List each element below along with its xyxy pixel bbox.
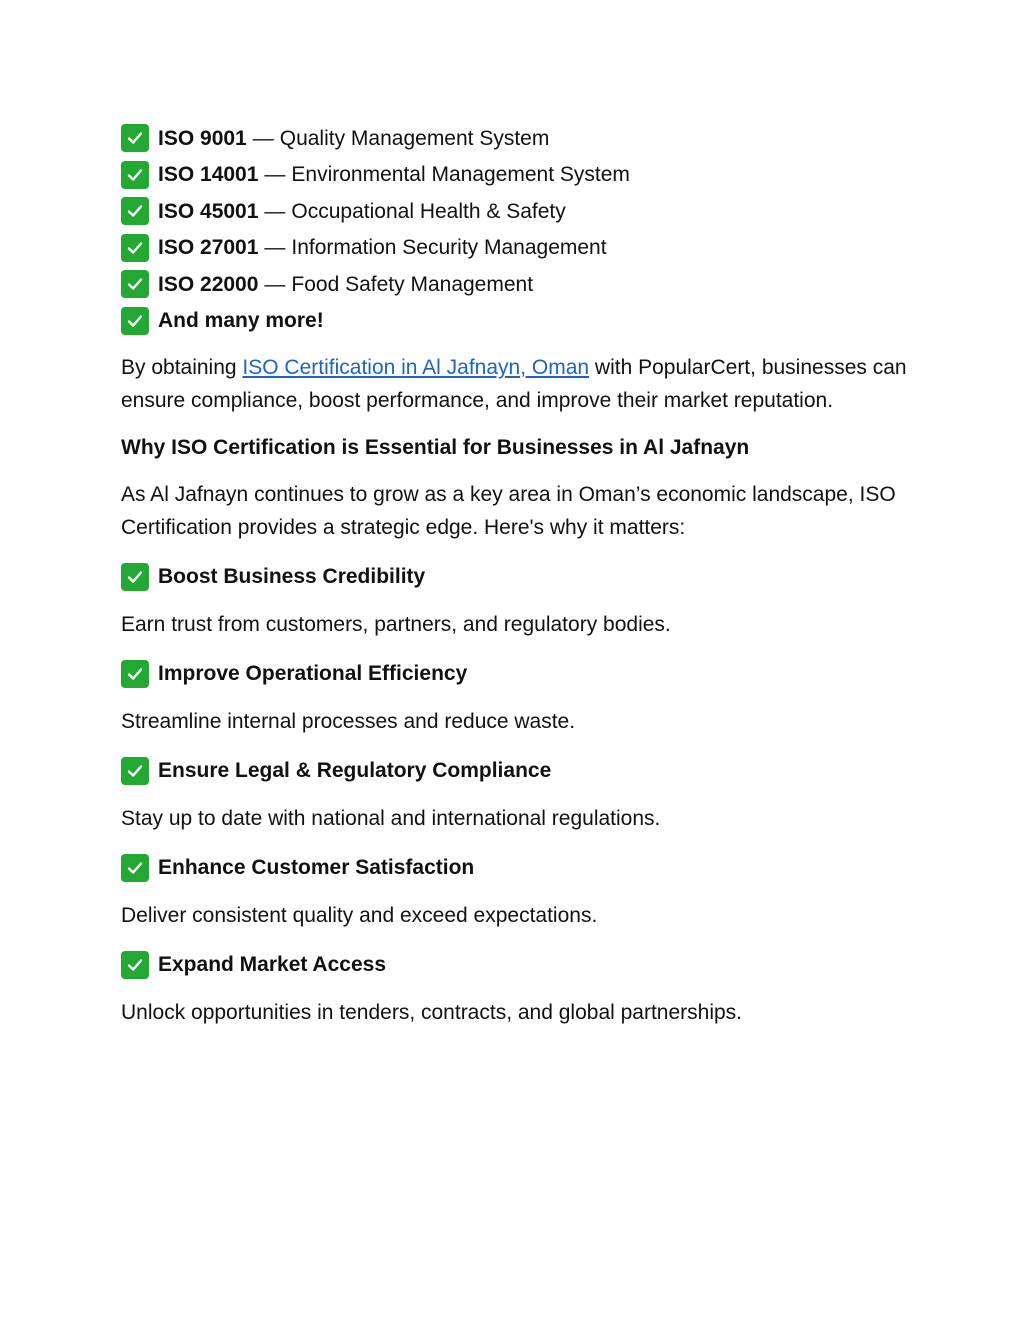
benefit-title: Enhance Customer Satisfaction <box>158 856 475 879</box>
benefit-heading <box>121 657 911 691</box>
check-mark-icon <box>121 951 149 979</box>
em-dash: — <box>264 199 286 223</box>
benefit-title: Ensure Legal & Regulatory Compliance <box>158 759 552 782</box>
benefit-text: Streamline internal processes and reduce waste. <box>121 710 576 733</box>
iso-name: Quality Management System <box>279 126 550 150</box>
iso-code: ISO 14001 <box>158 163 259 187</box>
list-item-more <box>121 303 911 340</box>
check-mark-icon <box>121 270 149 298</box>
document-page <box>121 120 911 1029</box>
em-dash: — <box>252 126 274 150</box>
iso-code: ISO 27001 <box>158 236 259 260</box>
iso-name: Information Security Management <box>291 236 607 260</box>
list-item <box>121 120 911 157</box>
list-item <box>121 266 911 303</box>
check-mark-icon <box>121 854 149 882</box>
benefit-text: Earn trust from customers, partners, and regulatory bodies. <box>121 613 671 636</box>
iso-standards-list <box>121 120 911 339</box>
em-dash: — <box>264 163 286 187</box>
benefit-text: Unlock opportunities in tenders, contracts, and global partnerships. <box>121 1001 743 1024</box>
check-mark-icon <box>121 234 149 262</box>
benefit-heading <box>121 560 911 594</box>
intro-paragraph <box>121 351 911 417</box>
iso-certification-link[interactable]: ISO Certification in Al Jafnayn, Oman <box>242 356 590 379</box>
check-mark-icon <box>121 161 149 189</box>
check-mark-icon <box>121 197 149 225</box>
list-item <box>121 230 911 267</box>
em-dash: — <box>264 236 286 260</box>
section-intro-paragraph: As Al Jafnayn continues to grow as a key area in Oman’s economic landscape, ISO Certification provides a strategic edge. Here's why it matters: <box>121 483 896 539</box>
em-dash: — <box>264 272 286 296</box>
check-mark-icon <box>121 124 149 152</box>
benefit-title: Boost Business Credibility <box>158 565 426 588</box>
iso-name: Occupational Health & Safety <box>291 199 566 223</box>
benefit-text: Stay up to date with national and international regulations. <box>121 807 661 830</box>
list-item <box>121 157 911 194</box>
check-mark-icon <box>121 660 149 688</box>
intro-prefix: By obtaining <box>121 356 243 379</box>
section-heading: Why ISO Certification is Essential for Businesses in Al Jafnayn <box>121 436 750 459</box>
iso-code: ISO 9001 <box>158 126 247 150</box>
iso-code: ISO 22000 <box>158 272 259 296</box>
iso-name: Food Safety Management <box>291 272 534 296</box>
benefit-heading <box>121 948 911 982</box>
benefit-heading <box>121 851 911 885</box>
benefit-heading <box>121 754 911 788</box>
check-mark-icon <box>121 307 149 335</box>
check-mark-icon <box>121 563 149 591</box>
more-label: And many more! <box>158 309 324 333</box>
iso-code: ISO 45001 <box>158 199 259 223</box>
intro-suffix: with PopularCert, businesses can ensure compliance, boost performance, and improve their market reputation. <box>121 356 907 412</box>
iso-name: Environmental Management System <box>291 163 630 187</box>
list-item <box>121 193 911 230</box>
benefit-text: Deliver consistent quality and exceed expectations. <box>121 904 598 927</box>
benefit-title: Expand Market Access <box>158 953 386 976</box>
check-mark-icon <box>121 757 149 785</box>
benefit-title: Improve Operational Efficiency <box>158 662 468 685</box>
